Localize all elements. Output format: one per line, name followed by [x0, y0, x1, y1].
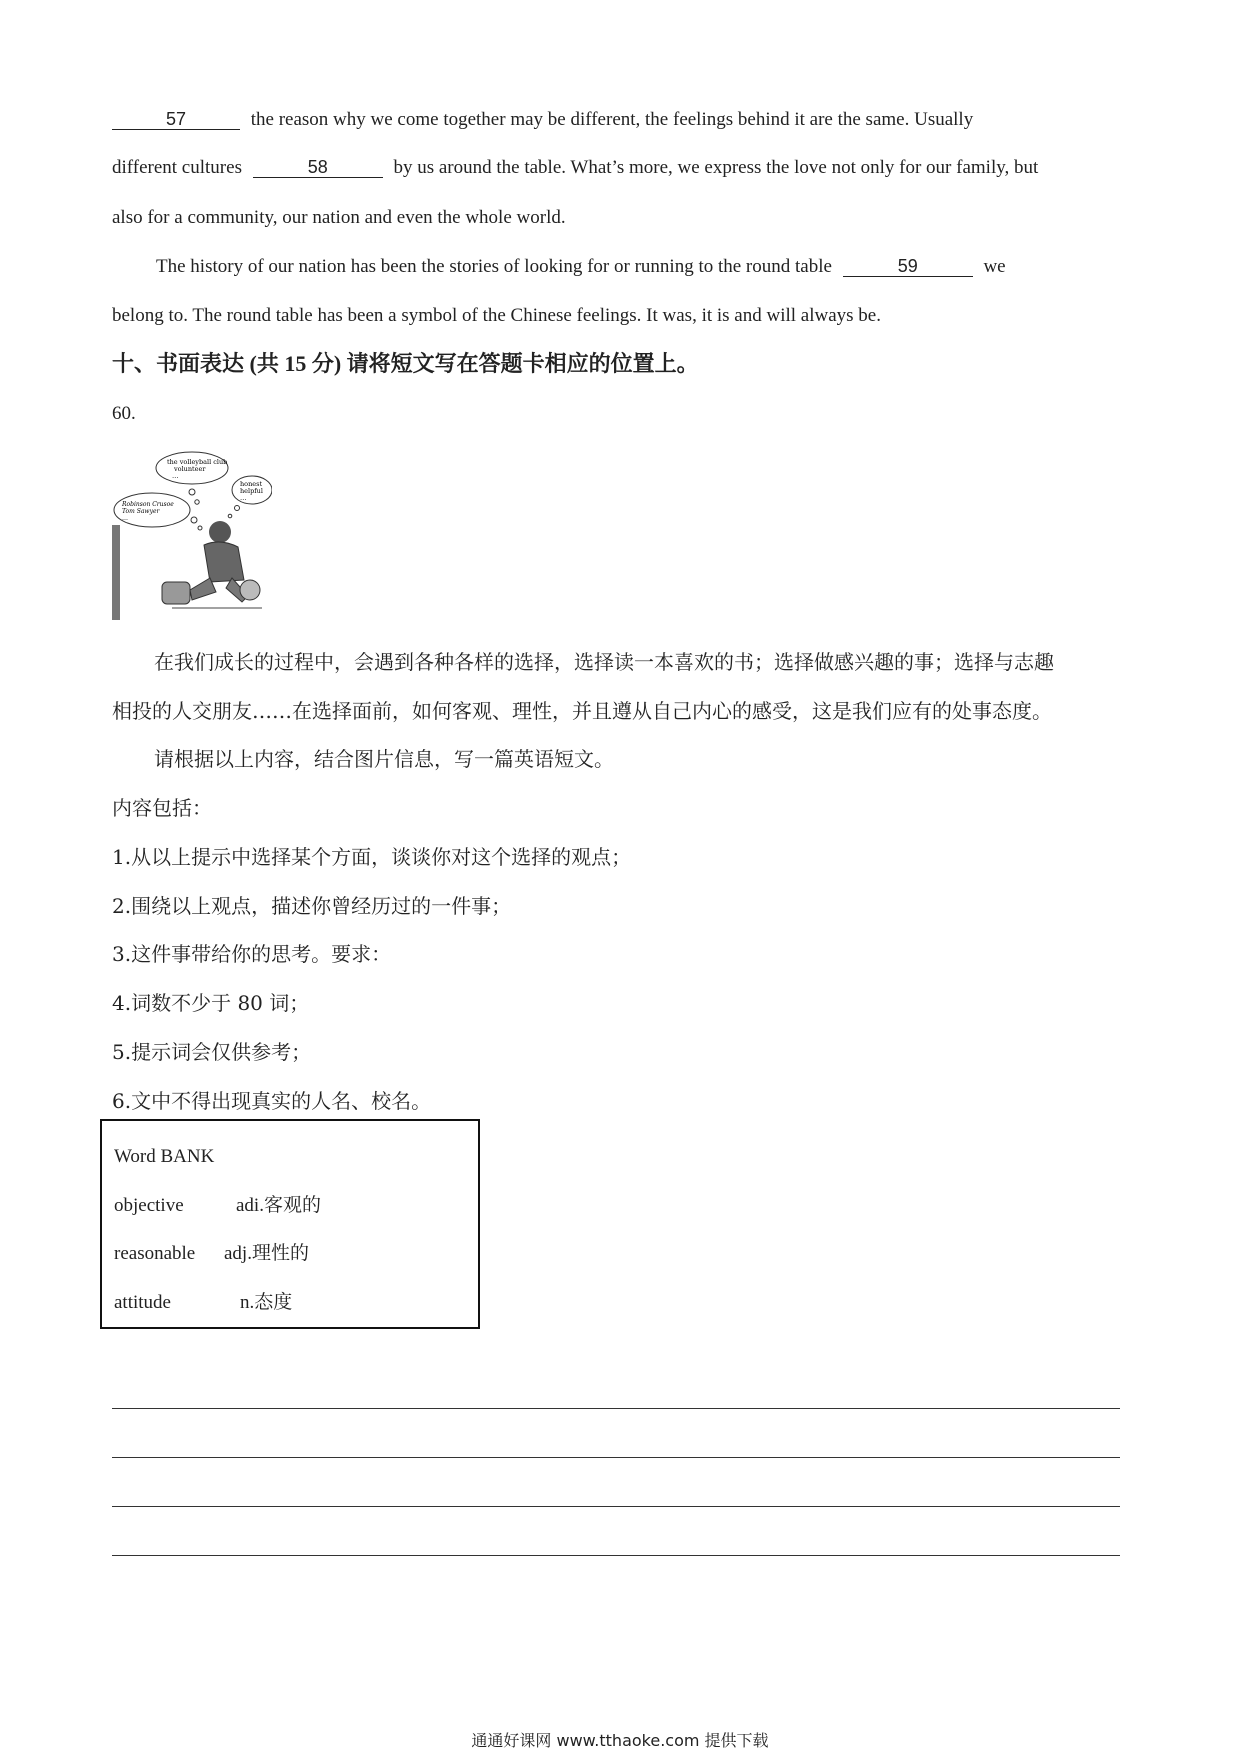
- word-bank-word: attitude: [114, 1292, 171, 1313]
- answer-line[interactable]: [112, 1457, 1120, 1458]
- word-bank-meaning: adj.理性的: [224, 1243, 309, 1264]
- word-bank-meaning: n.态度: [240, 1292, 293, 1313]
- passage-text: The history of our nation has been the stories of looking for or running to the round table: [156, 256, 832, 277]
- page-footer: 通通好课网 www.tthaoke.com 提供下载: [471, 1731, 769, 1750]
- bubble-text: …: [240, 494, 247, 502]
- bubble-text: the volleyball club: [167, 458, 228, 466]
- word-bank-word: objective: [114, 1195, 184, 1216]
- bubble-text: helpful: [240, 487, 263, 495]
- word-bank-box: [100, 1119, 480, 1329]
- passage-line-5: belong to. The round table has been a symbol of the Chinese feelings. It was, it is and will always be.: [112, 305, 881, 326]
- answer-line[interactable]: [112, 1408, 1120, 1409]
- bubble-text: …: [172, 472, 179, 480]
- passage-text: we: [983, 256, 1006, 277]
- requirement-item: 5.提示词会仅供参考；: [112, 1040, 312, 1064]
- bubble-text: honest: [240, 480, 263, 488]
- answer-line[interactable]: [112, 1555, 1120, 1556]
- prompt-para2: 请根据以上内容，结合图片信息，写一篇英语短文。: [154, 747, 614, 771]
- passage-line-2: [112, 156, 1038, 180]
- prompt-para1-line2: 相投的人交朋友……在选择面前，如何客观、理性，并且遵从自己内心的感受，这是我们应有的处事态度。: [112, 699, 1052, 723]
- question-number: 60.: [112, 403, 136, 424]
- answer-line[interactable]: [112, 1506, 1120, 1507]
- student-thinking-illustration: [112, 450, 272, 620]
- bubble-text: …: [122, 515, 128, 522]
- requirement-item: 3.这件事带给你的思考。要求：: [112, 942, 392, 966]
- requirement-item: 1.从以上提示中选择某个方面，谈谈你对这个选择的观点；: [112, 845, 632, 869]
- word-bank-meaning: adi.客观的: [236, 1195, 321, 1216]
- content-label: 内容包括：: [112, 796, 212, 820]
- bubble-text: Robinson Crusoe: [122, 501, 174, 508]
- blank-59[interactable]: 59: [843, 256, 973, 277]
- bubble-text: volunteer: [174, 465, 206, 473]
- requirement-item: 6.文中不得出现真实的人名、校名。: [112, 1089, 432, 1113]
- blank-57[interactable]: 57: [112, 109, 240, 130]
- passage-line-3: also for a community, our nation and even the whole world.: [112, 207, 566, 228]
- passage-text: different cultures: [112, 157, 242, 178]
- section-heading: 十、书面表达 (共 15 分) 请将短文写在答题卡相应的位置上。: [112, 351, 699, 376]
- word-bank-word: reasonable: [114, 1243, 196, 1264]
- blank-58[interactable]: 58: [253, 157, 383, 178]
- passage-text: the reason why we come together may be different, the feelings behind it are the same. Usually: [250, 109, 974, 130]
- passage-line-1: [112, 108, 973, 132]
- requirement-item: 4.词数不少于 80 词；: [112, 991, 310, 1015]
- bubble-text: Tom Sawyer: [122, 508, 160, 515]
- word-bank-title: Word BANK: [114, 1146, 215, 1167]
- passage-line-4: [156, 255, 1006, 279]
- prompt-para1-line1: 在我们成长的过程中，会遇到各种各样的选择，选择读一本喜欢的书；选择做感兴趣的事；选择与志趣: [154, 650, 1054, 674]
- requirement-item: 2.围绕以上观点，描述你曾经历过的一件事；: [112, 894, 512, 918]
- passage-text: by us around the table. What’s more, we express the love not only for our family, but: [393, 157, 1039, 178]
